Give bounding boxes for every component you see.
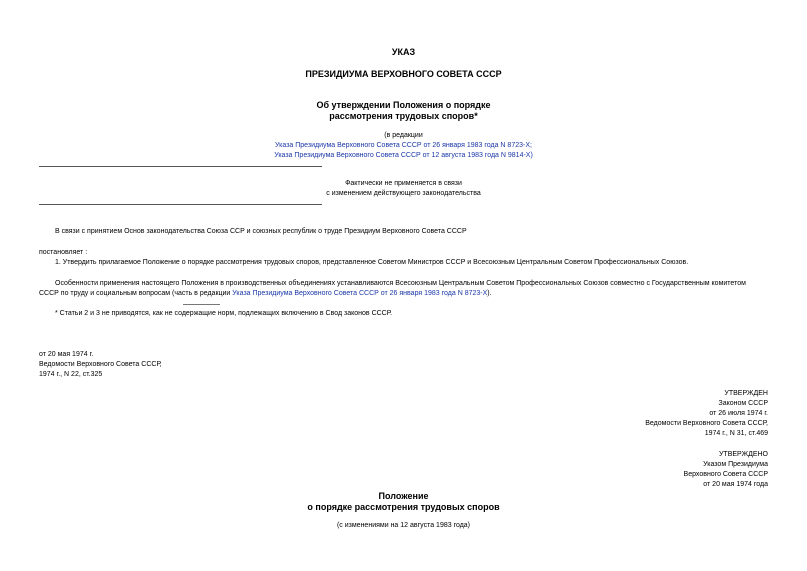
signature-issue: 1974 г., N 22, ст.325 — [39, 371, 103, 378]
edition-link-1 — [0, 141, 807, 150]
edition-link-1983-08[interactable]: Указа Президиума Верховного Совета СССР от 12 августа 1983 года N 9814-X) — [274, 152, 533, 159]
decree-subtitle-line1: Об утверждении Положения о порядке — [316, 100, 491, 110]
edition-intro: (в редакции — [384, 132, 423, 139]
paragraph-features-text: СССР по труду и социальным вопросам (часть в редакции — [39, 290, 233, 297]
paragraph-features-line2 — [39, 289, 492, 298]
approved-law-date: от 26 июля 1974 г. — [709, 410, 768, 417]
divider-top — [39, 166, 322, 167]
regulation-title: Положение — [378, 491, 429, 501]
paragraph-features-end: ). — [487, 290, 492, 297]
divider-notice — [39, 204, 322, 205]
approved-heading: УТВЕРЖДЕН — [724, 390, 768, 397]
approved-law-issue: 1974 г., N 31, ст.469 — [704, 430, 768, 437]
notice-line1: Фактически не применяется в связи — [345, 180, 462, 187]
paragraph-features-line1: Особенности применения настоящего Положения в производственных объединениях устанавливаются Всесоюзным Центральным Советом Профессиональных Союзов совместно с Государственным комитетом — [55, 280, 746, 287]
approved2-heading: УТВЕРЖДЕНО — [718, 451, 768, 458]
approved-law-source: Ведомости Верховного Совета СССР, — [645, 420, 768, 427]
paragraph-preamble: В связи с принятием Основ законодательства Союза ССР и союзных республик о труде Президиум Верховного Совета СССР — [55, 228, 467, 235]
footnote: * Статьи 2 и 3 не приводятся, как не содержащие норм, подлежащих включению в Свод законов СССР. — [55, 310, 393, 317]
paragraph-item-1: 1. Утвердить прилагаемое Положение о порядке рассмотрения трудовых споров, представленное Советом Министров СССР и Всесоюзным Центральным Советом Профессиональных Союзов. — [55, 259, 689, 266]
regulation-changes: (с изменениями на 12 августа 1983 года) — [336, 522, 471, 529]
approved2-date: от 20 мая 1974 года — [703, 481, 768, 488]
approved2-decree: Указом Президиума — [703, 461, 768, 468]
edition-link-2 — [0, 151, 807, 160]
signature-source: Ведомости Верховного Совета СССР, — [39, 361, 162, 368]
approved-law: Законом СССР — [718, 400, 768, 407]
paragraph-resolves: постановляет : — [39, 249, 88, 256]
approved2-council: Верховного Совета СССР — [683, 471, 768, 478]
decree-title: УКАЗ — [391, 47, 416, 57]
decree-issuer: ПРЕЗИДИУМА ВЕРХОВНОГО СОВЕТА СССР — [305, 69, 502, 79]
regulation-subtitle: о порядке рассмотрения трудовых споров — [307, 502, 500, 512]
edition-link-1983-01[interactable]: Указа Президиума Верховного Совета СССР от 26 января 1983 года N 8723-X; — [275, 142, 532, 149]
footnote-separator — [183, 304, 220, 305]
signature-date: от 20 мая 1974 г. — [39, 351, 94, 358]
features-edition-link[interactable]: Указа Президиума Верховного Совета СССР от 26 января 1983 года N 8723-X — [232, 290, 488, 297]
decree-subtitle-line2: рассмотрения трудовых споров* — [329, 111, 478, 121]
notice-line2: с изменением действующего законодательства — [326, 190, 481, 197]
